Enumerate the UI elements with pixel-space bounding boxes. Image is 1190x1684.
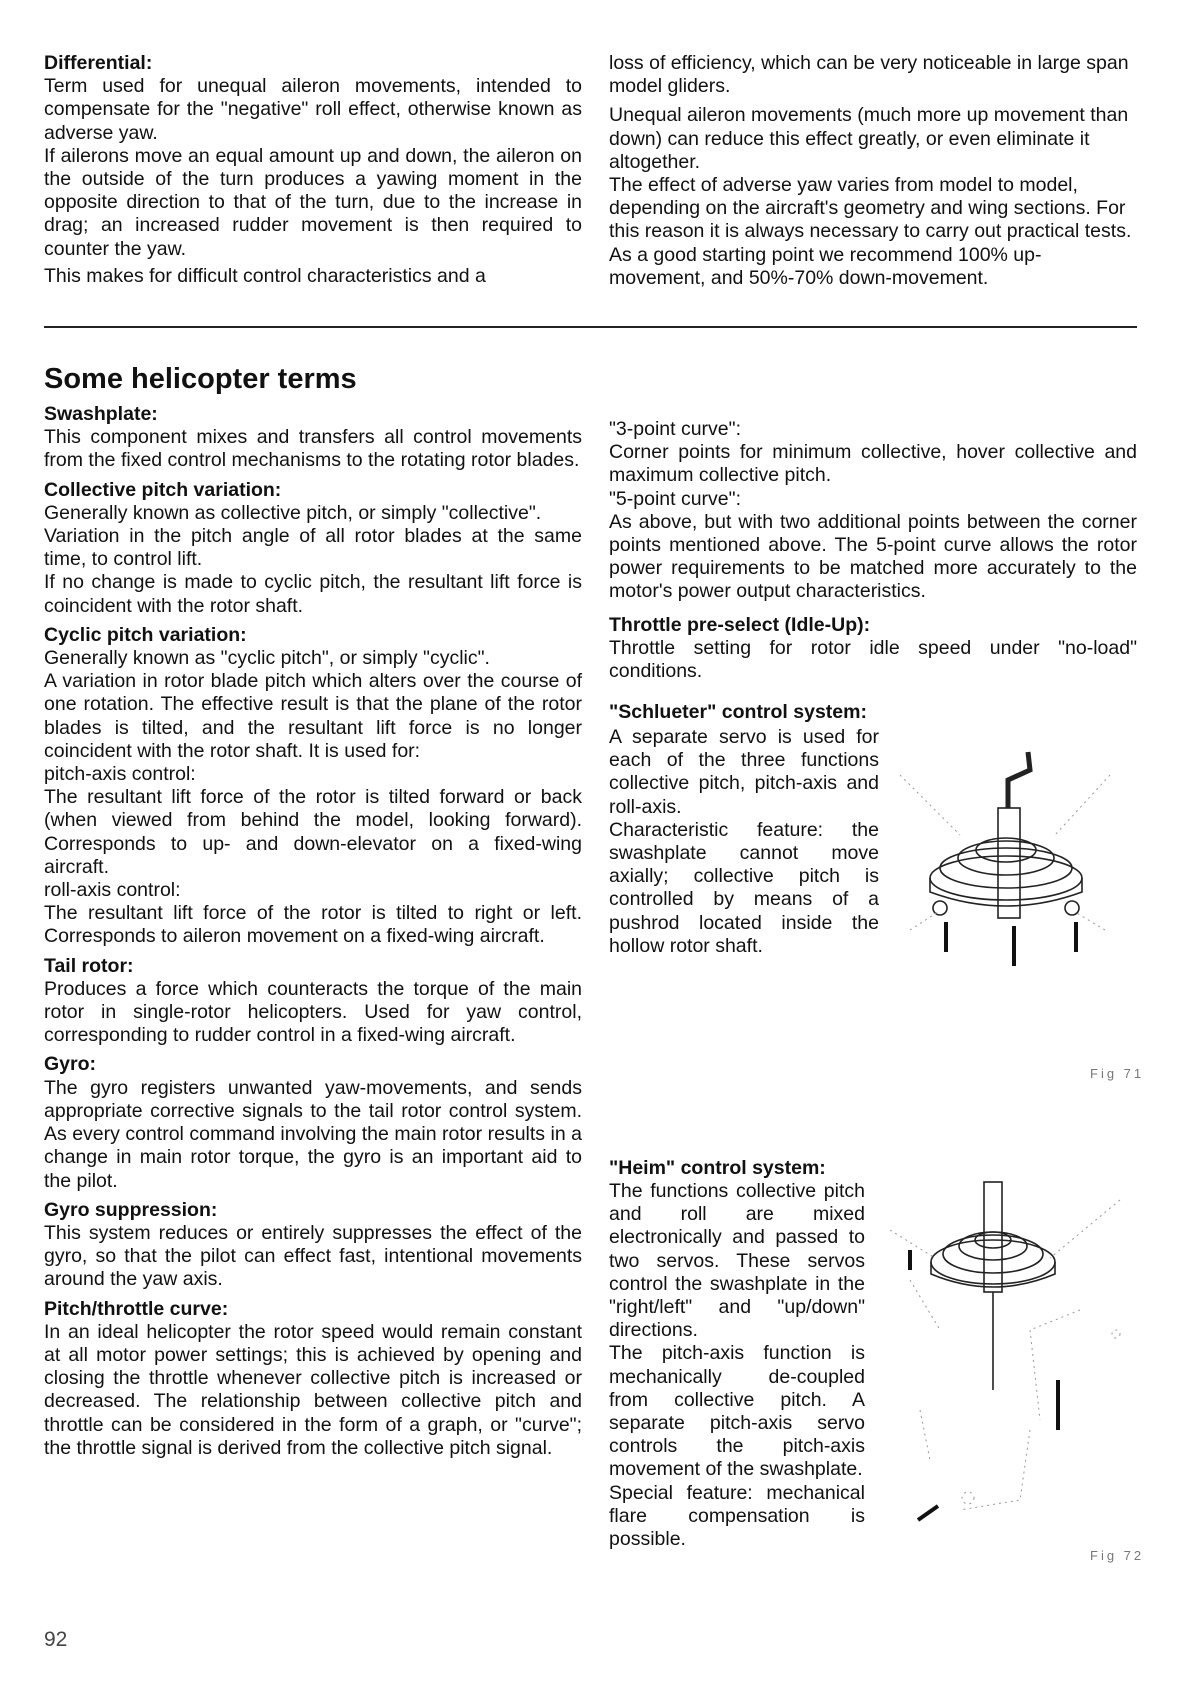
differential-cont-1: loss of efficiency, which can be very noticeable in large span model gliders. bbox=[609, 52, 1129, 98]
differential-text-2: If ailerons move an equal amount up and down, the aileron on the outside of the turn produces a yawing moment in the opposite direction to that of the turn, due to the increase in drag; an increased rudder movement is then required to counter the yaw. bbox=[44, 144, 582, 260]
collective-text-2: Variation in the pitch angle of all rotor blades at the same time, to control lift. bbox=[44, 525, 582, 571]
differential-cont-3: The effect of adverse yaw varies from model to model, depending on the aircraft's geometry and wing sections. For this reason it is always necessary to carry out practical tests. As a good starting point we recommend 100% up-movement, and 50%-70% down-movement. bbox=[609, 174, 1132, 289]
gyro-suppression-heading: Gyro suppression: bbox=[44, 1198, 218, 1221]
fig-72-label: Fig 72 bbox=[1090, 1548, 1145, 1563]
five-point-label: "5-point curve": bbox=[609, 487, 741, 510]
gyro-text: The gyro registers unwanted yaw-movements, and sends appropriate corrective signals to the tail rotor control system. As every control command involving the main rotor results in a change in main rotor torque, the gyro is an important aid to the pilot. bbox=[44, 1076, 582, 1192]
cyclic-text-6: The resultant lift force of the rotor is tilted to right or left. Corresponds to aileron movement on a fixed-wing aircraft. bbox=[44, 902, 582, 948]
tail-rotor-text: Produces a force which counteracts the torque of the main rotor in single-rotor helicopters. Used for yaw control, corresponding to rudder control in a fixed-wing aircraft. bbox=[44, 977, 582, 1047]
heim-text-3: Special feature: mechanical flare compensation is possible. bbox=[609, 1481, 865, 1551]
schlueter-text-1: A separate servo is used for each of the three functions collective pitch, pitch-axis and roll-axis. bbox=[609, 726, 879, 818]
page-number: 92 bbox=[44, 1628, 68, 1651]
differential-heading: Differential: bbox=[44, 52, 153, 74]
section-divider bbox=[44, 326, 1137, 328]
heim-heading: "Heim" control system: bbox=[609, 1157, 826, 1179]
schlueter-heading: "Schlueter" control system: bbox=[609, 701, 867, 723]
cyclic-pitch-axis-label: pitch-axis control: bbox=[44, 763, 196, 786]
pitch-throttle-text: In an ideal helicopter the rotor speed would remain constant at all motor power settings; this is achieved by opening and closing the throttle whenever collective pitch is increased or decreased. The relationship between collective pitch and throttle can be considered in the form of a graph, or "curve"; the throttle signal is derived from the collective pitch signal. bbox=[44, 1320, 582, 1459]
heim-text-2: The pitch-axis function is mechanically de-coupled from collective pitch. A separate pitch-axis servo controls the pitch-axis movement of the swashplate. bbox=[609, 1342, 865, 1481]
schlueter-text-block bbox=[609, 726, 879, 958]
three-point-text: Corner points for minimum collective, hover collective and maximum collective pitch. bbox=[609, 441, 1137, 487]
differential-cont-2: Unequal aileron movements (much more up movement than down) can reduce this effect greatly, or even eliminate it altogether. bbox=[609, 104, 1129, 173]
three-point-label: "3-point curve": bbox=[609, 418, 741, 440]
differential-text-1: Term used for unequal aileron movements, intended to compensate for the "negative" roll effect, otherwise known as adverse yaw. bbox=[44, 75, 582, 144]
throttle-preselect-heading: Throttle pre-select (Idle-Up): bbox=[609, 613, 871, 636]
collective-text-1: Generally known as collective pitch, or simply "collective". bbox=[44, 501, 542, 524]
schlueter-text-2: Characteristic feature: the swashplate cannot move axially; collective pitch is controlled by means of a pushrod located inside the hollow rotor shaft. bbox=[609, 818, 879, 957]
five-point-text: As above, but with two additional points between the corner points mentioned above. The 5-point curve allows the rotor power requirements to be matched more accurately to the motor's power output characteristics. bbox=[609, 510, 1137, 603]
tail-rotor-heading: Tail rotor: bbox=[44, 954, 134, 977]
cyclic-roll-axis-label: roll-axis control: bbox=[44, 879, 181, 902]
collective-heading: Collective pitch variation: bbox=[44, 478, 282, 501]
left-column bbox=[44, 403, 582, 1460]
swashplate-heading: Swashplate: bbox=[44, 403, 158, 425]
fig-71-label: Fig 71 bbox=[1090, 1066, 1145, 1081]
pitch-throttle-heading: Pitch/throttle curve: bbox=[44, 1297, 229, 1320]
collective-text-3: If no change is made to cyclic pitch, the resultant lift force is coincident with the rotor shaft. bbox=[44, 571, 582, 617]
throttle-preselect-text: Throttle setting for rotor idle speed under "no-load" conditions. bbox=[609, 636, 1137, 683]
cyclic-text-2: A variation in rotor blade pitch which alters over the course of one rotation. The effective result is that the plane of the rotor blades is tilted, and the resultant lift force is no longer coincident with the rotor shaft. It is used for: bbox=[44, 670, 582, 762]
gyro-suppression-text: This system reduces or entirely suppresses the effect of the gyro, so that the pilot can effect fast, intentional movements around the yaw axis. bbox=[44, 1221, 582, 1291]
differential-column bbox=[44, 52, 582, 288]
cyclic-text-4: The resultant lift force of the rotor is tilted forward or back (when viewed from behind the model, looking forward). Corresponds to up- and down-elevator on a fixed-wing aircraft. bbox=[44, 786, 582, 878]
section-title: Some helicopter terms bbox=[44, 363, 357, 395]
cyclic-text-1: Generally known as "cyclic pitch", or simply "cyclic". bbox=[44, 647, 490, 670]
heim-swashplate-figure bbox=[880, 1170, 1140, 1550]
right-column-curves bbox=[609, 418, 1137, 683]
differential-continued-column bbox=[609, 52, 1137, 290]
schlueter-swashplate-figure bbox=[880, 730, 1140, 1020]
differential-text-3: This makes for difficult control characteristics and a bbox=[44, 264, 486, 287]
cyclic-heading: Cyclic pitch variation: bbox=[44, 623, 247, 646]
heim-text-1: The functions collective pitch and roll are mixed electronically and passed to two servos. These servos control the swashplate in the "right/left" and "up/down" directions. bbox=[609, 1180, 865, 1342]
gyro-heading: Gyro: bbox=[44, 1053, 97, 1076]
heim-text-block bbox=[609, 1180, 865, 1551]
swashplate-text: This component mixes and transfers all control movements from the fixed control mechanisms to the rotating rotor blades. bbox=[44, 426, 582, 472]
